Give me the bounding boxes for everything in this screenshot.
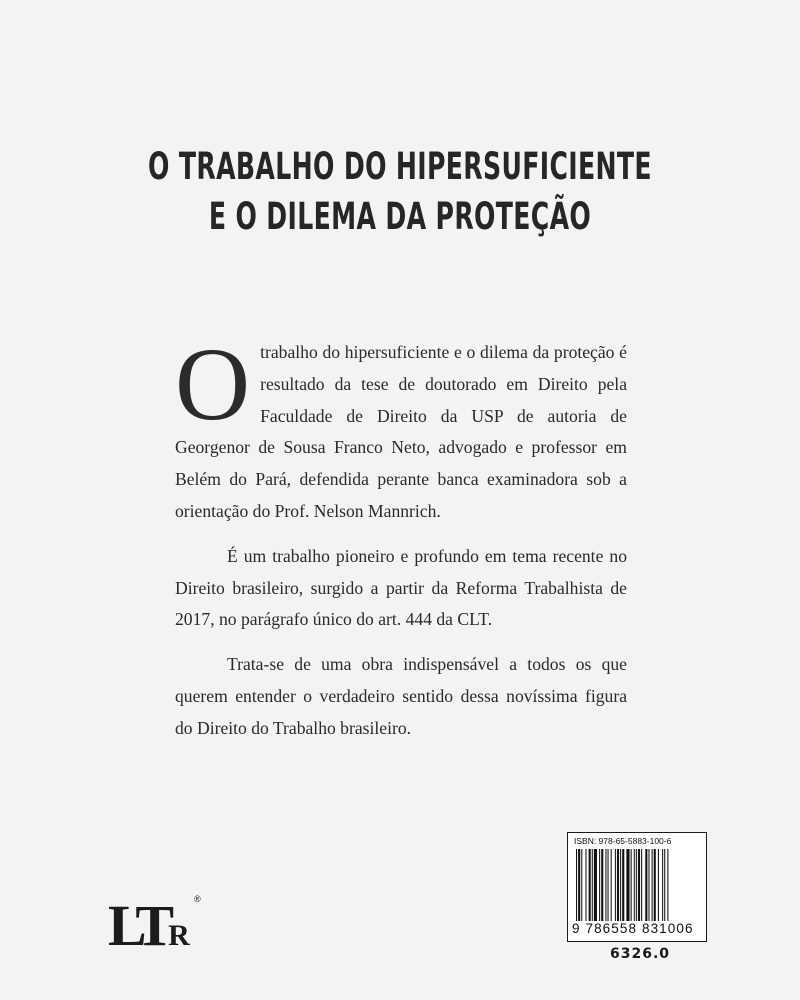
ltr-publisher-logo bbox=[108, 892, 201, 959]
book-title-line2: E O DILEMA DA PROTEÇÃO bbox=[208, 195, 592, 238]
synopsis-paragraph-3: Trata-se de uma obra indispensável a todos os que querem entender o verdadeiro sentido dessa novíssima figura do Direito do Trabalho brasileiro. bbox=[175, 654, 627, 738]
synopsis-paragraph-2: É um trabalho pioneiro e profundo em tema recente no Direito brasileiro, surgido a partir da Reforma Trabalhista de 2017, no parágrafo único do art. 444 da CLT. bbox=[175, 545, 627, 630]
book-title-line1: O TRABALHO DO HIPERSUFICIENTE bbox=[148, 145, 652, 188]
logo-letter-r: R bbox=[168, 919, 190, 952]
isbn-label: ISBN: 978-65-5883-100-6 bbox=[574, 836, 672, 846]
barcode-digits: 9 786558 831006 bbox=[572, 921, 702, 936]
logo-letter-l: L bbox=[108, 893, 136, 958]
isbn-barcode bbox=[567, 832, 707, 942]
product-code: 6326.0 bbox=[610, 946, 671, 962]
logo-letter-t: T bbox=[135, 893, 169, 958]
synopsis-paragraph-1-text: trabalho do hipersuficiente e o dilema da proteção é resultado da tese de doutorado em Direito pela Faculdade de Direito da USP de autoria de Georgenor de Sousa Franco Neto, advogado e professor em Belém do Pará, defendida perante banca examinadora sob a orientação do Prof. Nelson Mannrich. bbox=[175, 342, 627, 521]
synopsis-paragraph-1 bbox=[175, 327, 627, 528]
registered-mark: ® bbox=[194, 894, 201, 904]
synopsis bbox=[175, 327, 627, 758]
barcode-bars bbox=[576, 849, 698, 925]
drop-cap: O bbox=[175, 327, 251, 442]
book-title bbox=[128, 142, 672, 242]
